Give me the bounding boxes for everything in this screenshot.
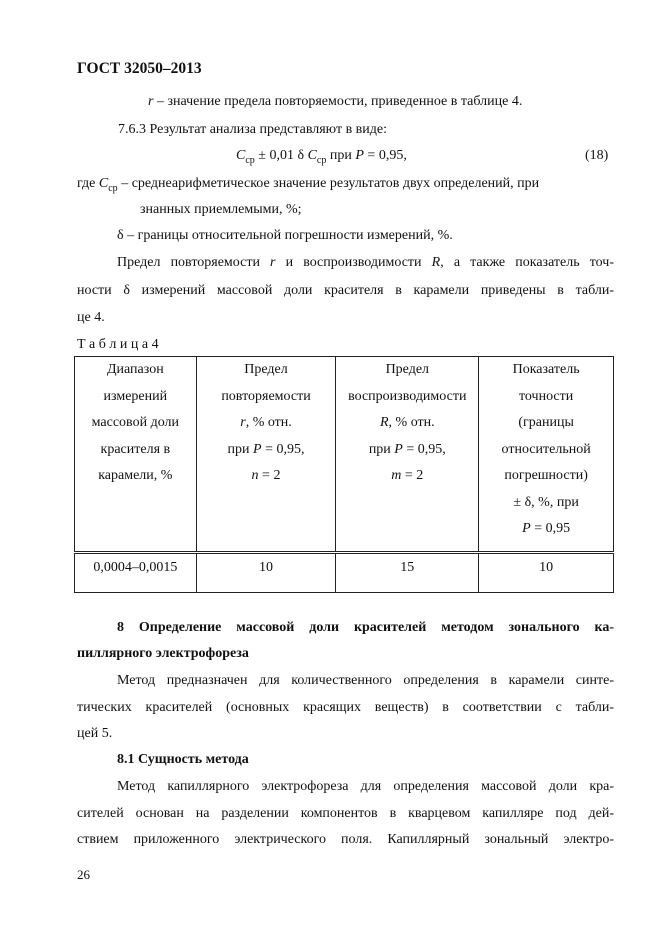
header-range: Диапазон измерений массовой доли красителя в карамели, % [75, 357, 197, 553]
intro-line1: Предел повторяемости r и воспроизводимости R, а также показатель точ- [117, 255, 614, 270]
table-header-row [75, 357, 614, 553]
repeatability-definition: r – значение предела повторяемости, приведенное в таблице 4. [148, 94, 523, 109]
header-repeatability: Предел повторяемости r, % отн. при P = 0,95, n = 2 [196, 357, 336, 553]
where-definition-line1: где $C_{ср}$ – среднеарифметическое значение результатов двух определений, при [77, 176, 540, 194]
cell-reproducibility: 15 [336, 553, 479, 593]
table-4 [74, 356, 614, 593]
delta-definition: δ – границы относительной погрешности измерений, %. [117, 228, 453, 243]
section-8-1-title: 8.1 Сущность метода [117, 752, 249, 767]
section-8-para-line1: Метод предназначен для количественного определения в карамели синте- [117, 673, 614, 688]
header-accuracy: Показатель точности (границы относительной погрешности) ± δ, %, при P = 0,95 [479, 357, 614, 553]
section-8-1-para-line3: ствием приложенного электрического поля. Капиллярный зональный электро- [77, 832, 614, 847]
formula-18: $C_{ср} \pm 0,01$ δ $C_{ср}$ при P = 0,95, [236, 148, 407, 166]
formula-number: (18) [585, 148, 609, 163]
table-caption: Т а б л и ц а 4 [77, 337, 159, 352]
cell-accuracy: 10 [479, 553, 614, 593]
where-definition-line2: знанных приемлемыми, %; [140, 202, 302, 217]
document-header: ГОСТ 32050–2013 [77, 60, 202, 77]
section-8-1-para-line2: сителей основан на разделении компонентов в кварцевом капилляре под дей- [77, 806, 614, 821]
section-8-1-para-line1: Метод капиллярного электрофореза для определения массовой доли кра- [117, 779, 614, 794]
section-8-para-line3: цей 5. [77, 726, 113, 741]
cell-range: 0,0004–0,0015 [75, 553, 197, 593]
section-8-title-line2: пиллярного электрофореза [77, 646, 249, 661]
cell-repeatability: 10 [196, 553, 336, 593]
intro-line2: ности δ измерений массовой доли красителя в карамели приведены в табли- [77, 283, 614, 298]
section-8-title-line1: 8 Определение массовой доли красителей методом зонального ка- [117, 620, 614, 635]
page-number: 26 [77, 867, 90, 882]
clause-7-6-3: 7.6.3 Результат анализа представляют в виде: [118, 122, 388, 137]
header-reproducibility: Предел воспроизводимости R, % отн. при P = 0,95, m = 2 [336, 357, 479, 553]
table-row [75, 553, 614, 593]
section-8-para-line2: тических красителей (основных красящих веществ) в соответствии с табли- [77, 700, 614, 715]
intro-line3: це 4. [77, 310, 105, 325]
